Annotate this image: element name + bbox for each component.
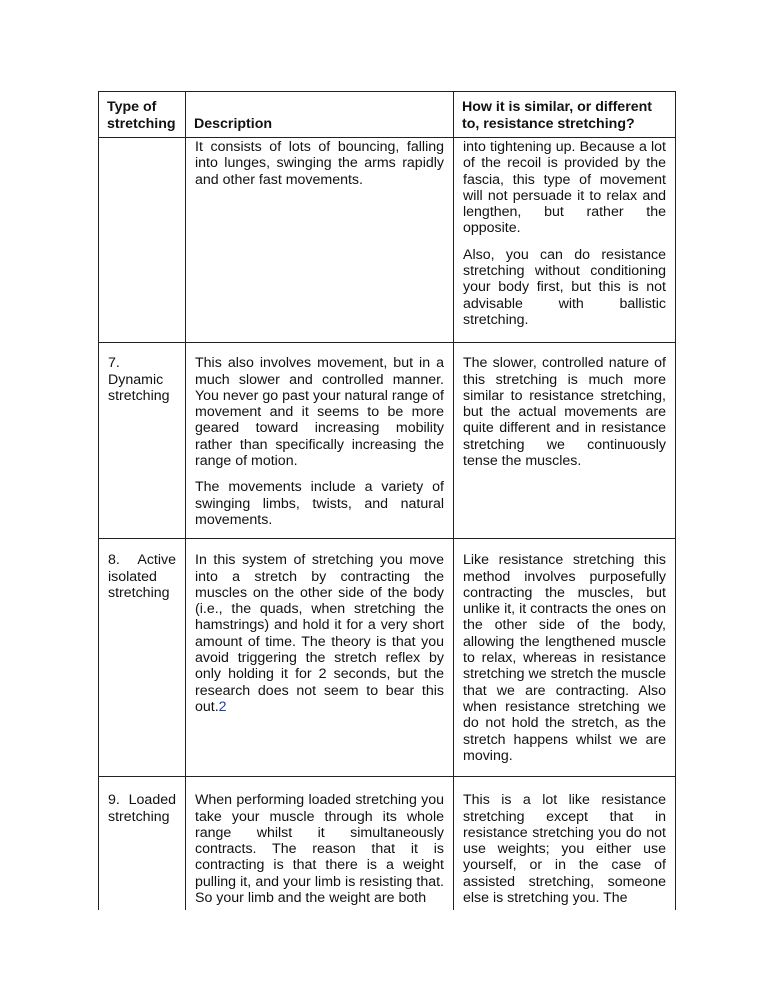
description-paragraph: When performing loaded stretching you take your muscle through its whole range whilst it simultaneously contracts. The reason that it is contracting is that there is a weight pulling it, and your limb is resisting that. So your limb and the weight are both <box>195 792 444 907</box>
description-cell <box>186 138 454 343</box>
comparison-cell <box>454 343 676 539</box>
comparison-paragraph: into tightening up. Because a lot of the recoil is provided by the fascia, this type of movement will not persuade it to relax and lengthen, but rather the opposite. <box>463 139 666 237</box>
description-paragraph <box>195 552 444 715</box>
table-row <box>99 777 676 911</box>
footnote-link[interactable]: 2 <box>218 698 227 715</box>
comparison-paragraph: Also, you can do resistance stretching without conditioning your body first, but this is not advisable with ballistic stretching. <box>463 246 666 328</box>
table-row <box>99 539 676 777</box>
description-cell <box>186 539 454 777</box>
description-cell <box>186 343 454 539</box>
comparison-cell <box>454 138 676 343</box>
comparison-paragraph: The slower, controlled nature of this stretching is much more similar to resistance stretching, but the actual movements are quite different and in resistance stretching we continuously tense the muscles. <box>463 355 666 470</box>
description-text: In this system of stretching you move into a stretch by contracting the muscles on the other side of the body (i.e., the quads, when stretching the hamstrings) and hold it for a very short amount of time. The theory is that you avoid triggering the stretch reflex by only holding it for 2 seconds, but the research does not seem to bear this out. <box>195 552 444 715</box>
comparison-cell <box>454 777 676 911</box>
type-cell: 8. Active isolated stretching <box>99 539 186 777</box>
type-cell <box>99 138 186 343</box>
description-cell <box>186 777 454 911</box>
type-cell: 7. Dynamic stretching <box>99 343 186 539</box>
table-row <box>99 343 676 539</box>
header-type: Type of stretching <box>99 92 186 138</box>
comparison-paragraph: This is a lot like resistance stretching except that in resistance stretching you do not use weights; you either use yourself, or in the case of assisted stretching, someone else is stretching you. The <box>463 792 666 907</box>
table-header-row <box>99 92 676 138</box>
type-cell: 9. Loaded stretching <box>99 777 186 911</box>
description-paragraph: This also involves movement, but in a much slower and controlled manner. You never go past your natural range of movement and it seems to be more geared toward increasing mobility rather than specifically increasing the range of motion. <box>195 355 444 470</box>
header-description: Description <box>186 92 454 138</box>
stretching-comparison-table <box>98 91 676 910</box>
description-paragraph: The movements include a variety of swinging limbs, twists, and natural movements. <box>195 479 444 528</box>
header-comparison: How it is similar, or different to, resistance stretching? <box>454 92 676 138</box>
description-paragraph: It consists of lots of bouncing, falling into lunges, swinging the arms rapidly and other fast movements. <box>195 139 444 188</box>
comparison-paragraph: Like resistance stretching this method involves purposefully contracting the muscles, but unlike it, it contracts the ones on the other side of the body, allowing the lengthened muscle to relax, whereas in resistance stretching we stretch the muscle that we are contracting. Also when resistance stretching we do not hold the stretch, as the stretch happens whilst we are moving. <box>463 552 666 764</box>
table-row <box>99 138 676 343</box>
comparison-cell <box>454 539 676 777</box>
